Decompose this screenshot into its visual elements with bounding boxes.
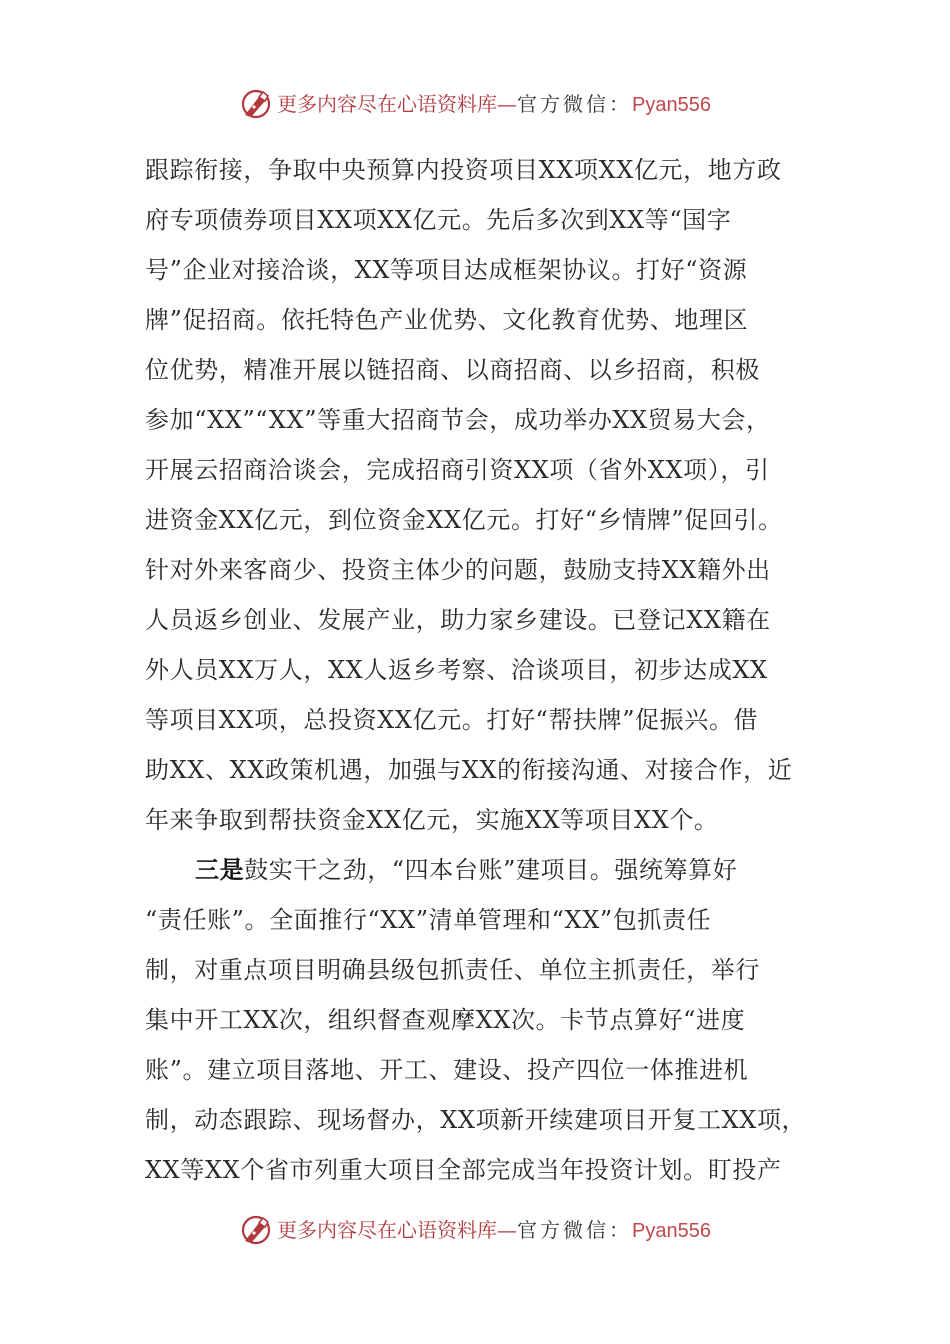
text-line: 进资金XX亿元，到位资金XX亿元。打好“乡情牌”促回引。 [145, 506, 783, 534]
watermark-dash: — [497, 1217, 518, 1242]
text-line: “责任账”。全面推行“XX”清单管理和“XX”包抓责任 [145, 906, 712, 934]
text-line: 外人员XX万人，XX人返乡考察、洽谈项目，初步达成XX [145, 656, 768, 684]
pen-nib-logo-icon [239, 87, 273, 121]
text-line: 账”。建立项目落地、开工、建设、投产四位一体推进机 [145, 1056, 749, 1084]
text-line: 跟踪衔接，争取中央预算内投资项目XX项XX亿元，地方政 [145, 156, 782, 184]
watermark-wechat-label: 官方微信： [517, 1217, 633, 1242]
watermark-main-text: 更多内容尽在心语资料库 [277, 91, 498, 116]
watermark-main-text: 更多内容尽在心语资料库 [277, 1217, 498, 1242]
text-line: 人员返乡创业、发展产业，助力家乡建设。已登记XX籍在 [145, 606, 771, 634]
text-line: 府专项债券项目XX项XX亿元。先后多次到XX等“国字 [145, 206, 732, 234]
text-line: 针对外来客商少、投资主体少的问题，鼓励支持XX籍外出 [145, 556, 771, 584]
paragraph-3-lead: 三是 [195, 855, 245, 884]
text-line: 开展云招商洽谈会，完成招商引资XX项（省外XX项），引 [145, 456, 770, 484]
watermark-wechat-id: Pyan556 [632, 1219, 711, 1242]
text-line: 等项目XX项，总投资XX亿元。打好“帮扶牌”促振兴。借 [145, 706, 759, 734]
text-line: 集中开工XX次，组织督查观摩XX次。卡节点算好“进度 [145, 1006, 746, 1034]
watermark-banner-bottom [0, 1210, 950, 1250]
watermark-dash: — [497, 91, 518, 116]
watermark-wechat-label: 官方微信： [517, 91, 633, 116]
watermark-wechat-id: Pyan556 [632, 93, 711, 116]
text-line: 位优势，精准开展以链招商、以商招商、以乡招商，积极 [145, 356, 760, 384]
paragraph-3-first-line [195, 855, 737, 885]
text-line: 年来争取到帮扶资金XX亿元，实施XX等项目XX个。 [145, 806, 719, 834]
text-line: 制，动态跟踪、现场督办，XX项新开续建项目开复工XX项， [145, 1106, 807, 1134]
text-line: 牌”促招商。依托特色产业优势、文化教育优势、地理区 [145, 306, 749, 334]
pen-nib-logo-icon [239, 1213, 273, 1247]
text-line: 参加“XX”“XX”等重大招商节会，成功举办XX贸易大会， [145, 406, 771, 434]
text-line: 制，对重点项目明确县级包抓责任、单位主抓责任，举行 [145, 956, 760, 984]
text-line: XX等XX个省市列重大项目全部完成当年投资计划。盯投产 [145, 1156, 782, 1184]
text-line: 号”企业对接洽谈，XX等项目达成框架协议。打好“资源 [145, 256, 748, 284]
text-line: 助XX、XX政策机遇，加强与XX的衔接沟通、对接合作，近 [145, 756, 793, 784]
watermark-banner-top [0, 84, 950, 124]
paragraph-3-first-text: 鼓实干之劲，“四本台账”建项目。强统筹算好 [244, 856, 738, 884]
